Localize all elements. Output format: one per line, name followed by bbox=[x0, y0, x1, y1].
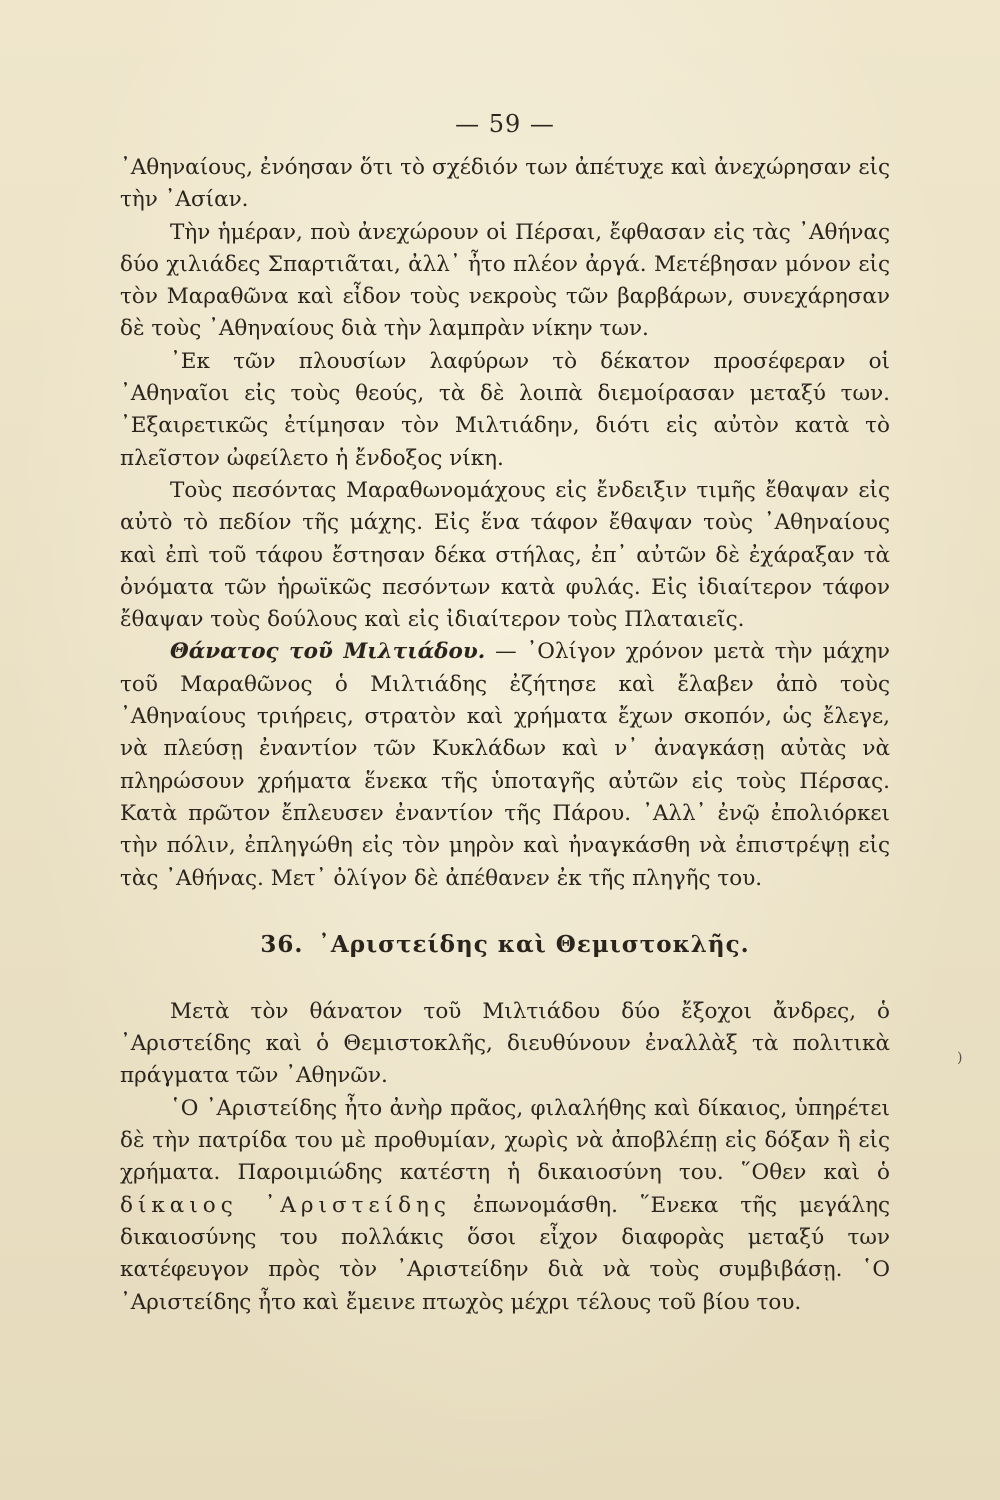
section-number: 36. bbox=[260, 930, 304, 958]
margin-mark: ) bbox=[957, 1050, 963, 1066]
paragraph-spoils: ᾽Εκ τῶν πλουσίων λαφύρων τὸ δέκατον προσέφεραν οἱ ᾽Αθηναῖοι εἰς τοὺς θεούς, τὰ δὲ λοιπὰ διεμοίρασαν μεταξύ των. ᾽Εξαιρετικῶς ἐτίμησαν τὸν Μιλτιάδην, διότι εἰς αὐτὸν κατὰ τὸ πλεῖστον ὠφείλετο ἡ ἔνδοξος νίκη. bbox=[120, 348, 890, 471]
page-text-block bbox=[120, 110, 890, 1319]
paragraph-continuation: ᾽Αθηναίους, ἐνόησαν ὅτι τὸ σχέδιόν των ἀπέτυχε καὶ ἀνεχώρησαν εἰς τὴν ᾽Ασίαν. bbox=[120, 155, 890, 213]
aristides-epithet: δίκαιος ᾽Αριστείδης bbox=[120, 1192, 451, 1218]
paragraph-burial: Τοὺς πεσόντας Μαραθωνομάχους εἰς ἔνδειξιν τιμῆς ἔθαψαν εἰς αὐτὸ τὸ πεδίον τῆς μάχης. Εἰς ἕνα τάφον ἔθαψαν τοὺς ᾽Αθηναίους καὶ ἐπὶ τοῦ τάφου ἔστησαν δέκα στήλας, ἐπ᾽ αὐτῶν δὲ ἐχάραξαν τὰ ὀνόματα τῶν ἡρωϊκῶς πεσόντων κατὰ φυλάς. Εἰς ἰδιαίτερον τάφον ἔθαψαν τοὺς δούλους καὶ εἰς ἰδιαίτερον τοὺς Πλαταιεῖς. bbox=[120, 477, 890, 633]
aristides-text-before: ῾Ο ᾽Αριστείδης ἦτο ἀνὴρ πρᾶος, φιλαλήθης καὶ δίκαιος, ὑπηρέτει δὲ τὴν πατρίδα του μὲ προθυμίαν, χωρὶς νὰ ἀποβλέπῃ εἰς δόξαν ἢ εἰς χρήματα. Παροιμιώδης κατέστη ἡ δικαιοσύνη του. ῞Οθεν καὶ ὁ bbox=[120, 1095, 890, 1186]
paragraph-death-text: — ᾽Ολίγον χρόνον μετὰ τὴν μάχην τοῦ Μαραθῶνος ὁ Μιλτιάδης ἐζήτησε καὶ ἔλαβεν ἀπὸ τοὺς ᾽Αθηναίους τριήρεις, στρατὸν καὶ χρήματα ἔχων σκοπόν, ὡς ἔλεγε, νὰ πλεύσῃ ἐναντίον τῶν Κυκλάδων καὶ ν᾽ ἀναγκάσῃ αὐτὰς νὰ πληρώσουν χρήματα ἕνεκα τῆς ὑποταγῆς αὐτῶν εἰς τοὺς Πέρσας. Κατὰ πρῶτον ἔπλευσεν ἐναντίον τῆς Πάρου. ᾽Αλλ᾽ ἐνῷ ἐπολιόρκει τὴν πόλιν, ἐπληγώθη εἰς τὸν μηρὸν καὶ ἠναγκάσθη νὰ ἐπιστρέψῃ εἰς τὰς ᾽Αθήνας. Μετ᾽ ὀλίγον δὲ ἀπέθανεν ἐκ τῆς πληγῆς του. bbox=[120, 639, 890, 891]
paragraph-spartans: Τὴν ἡμέραν, ποὺ ἀνεχώρουν οἱ Πέρσαι, ἔφθασαν εἰς τὰς ᾽Αθήνας δύο χιλιάδες Σπαρτιᾶται, ἀλλ᾽ ἦτο πλέον ἀργά. Μετέβησαν μόνον εἰς τὸν Μαραθῶνα καὶ εἶδον τοὺς νεκροὺς τῶν βαρβάρων, συνεχάρησαν δὲ τοὺς ᾽Αθηναίους διὰ τὴν λαμπρὰν νίκην των. bbox=[120, 219, 890, 342]
paragraph-death-of-miltiades bbox=[120, 636, 890, 894]
aristides-text-after: ἐπωνομάσθη. ῞Ενεκα τῆς μεγάλης δικαιοσύνης του πολλάκις ὅσοι εἶχον διαφορὰς μεταξύ των κατέφευγον πρὸς τὸν ᾽Αριστείδην διὰ νὰ τοὺς συμβιβάσῃ. ῾Ο ᾽Αριστείδης ἦτο καὶ ἔμεινε πτωχὸς μέχρι τέλους τοῦ βίου του. bbox=[120, 1192, 890, 1315]
section-title: ᾽Αριστείδης καὶ Θεμιστοκλῆς. bbox=[318, 930, 750, 958]
paragraph-two-leaders: Μετὰ τὸν θάνατον τοῦ Μιλτιάδου δύο ἔξοχοι ἄνδρες, ὁ ᾽Αριστείδης καὶ ὁ Θεμιστοκλῆς, διευθύνουν ἐναλλὰξ τὰ πολιτικὰ πράγματα τῶν ᾽Αθηνῶν. bbox=[120, 998, 890, 1089]
page-number: — 59 — bbox=[455, 110, 555, 138]
section-heading bbox=[120, 931, 890, 958]
run-in-heading: Θάνατος τοῦ Μιλτιάδου. bbox=[170, 639, 486, 665]
paragraph-aristides bbox=[120, 1093, 890, 1319]
